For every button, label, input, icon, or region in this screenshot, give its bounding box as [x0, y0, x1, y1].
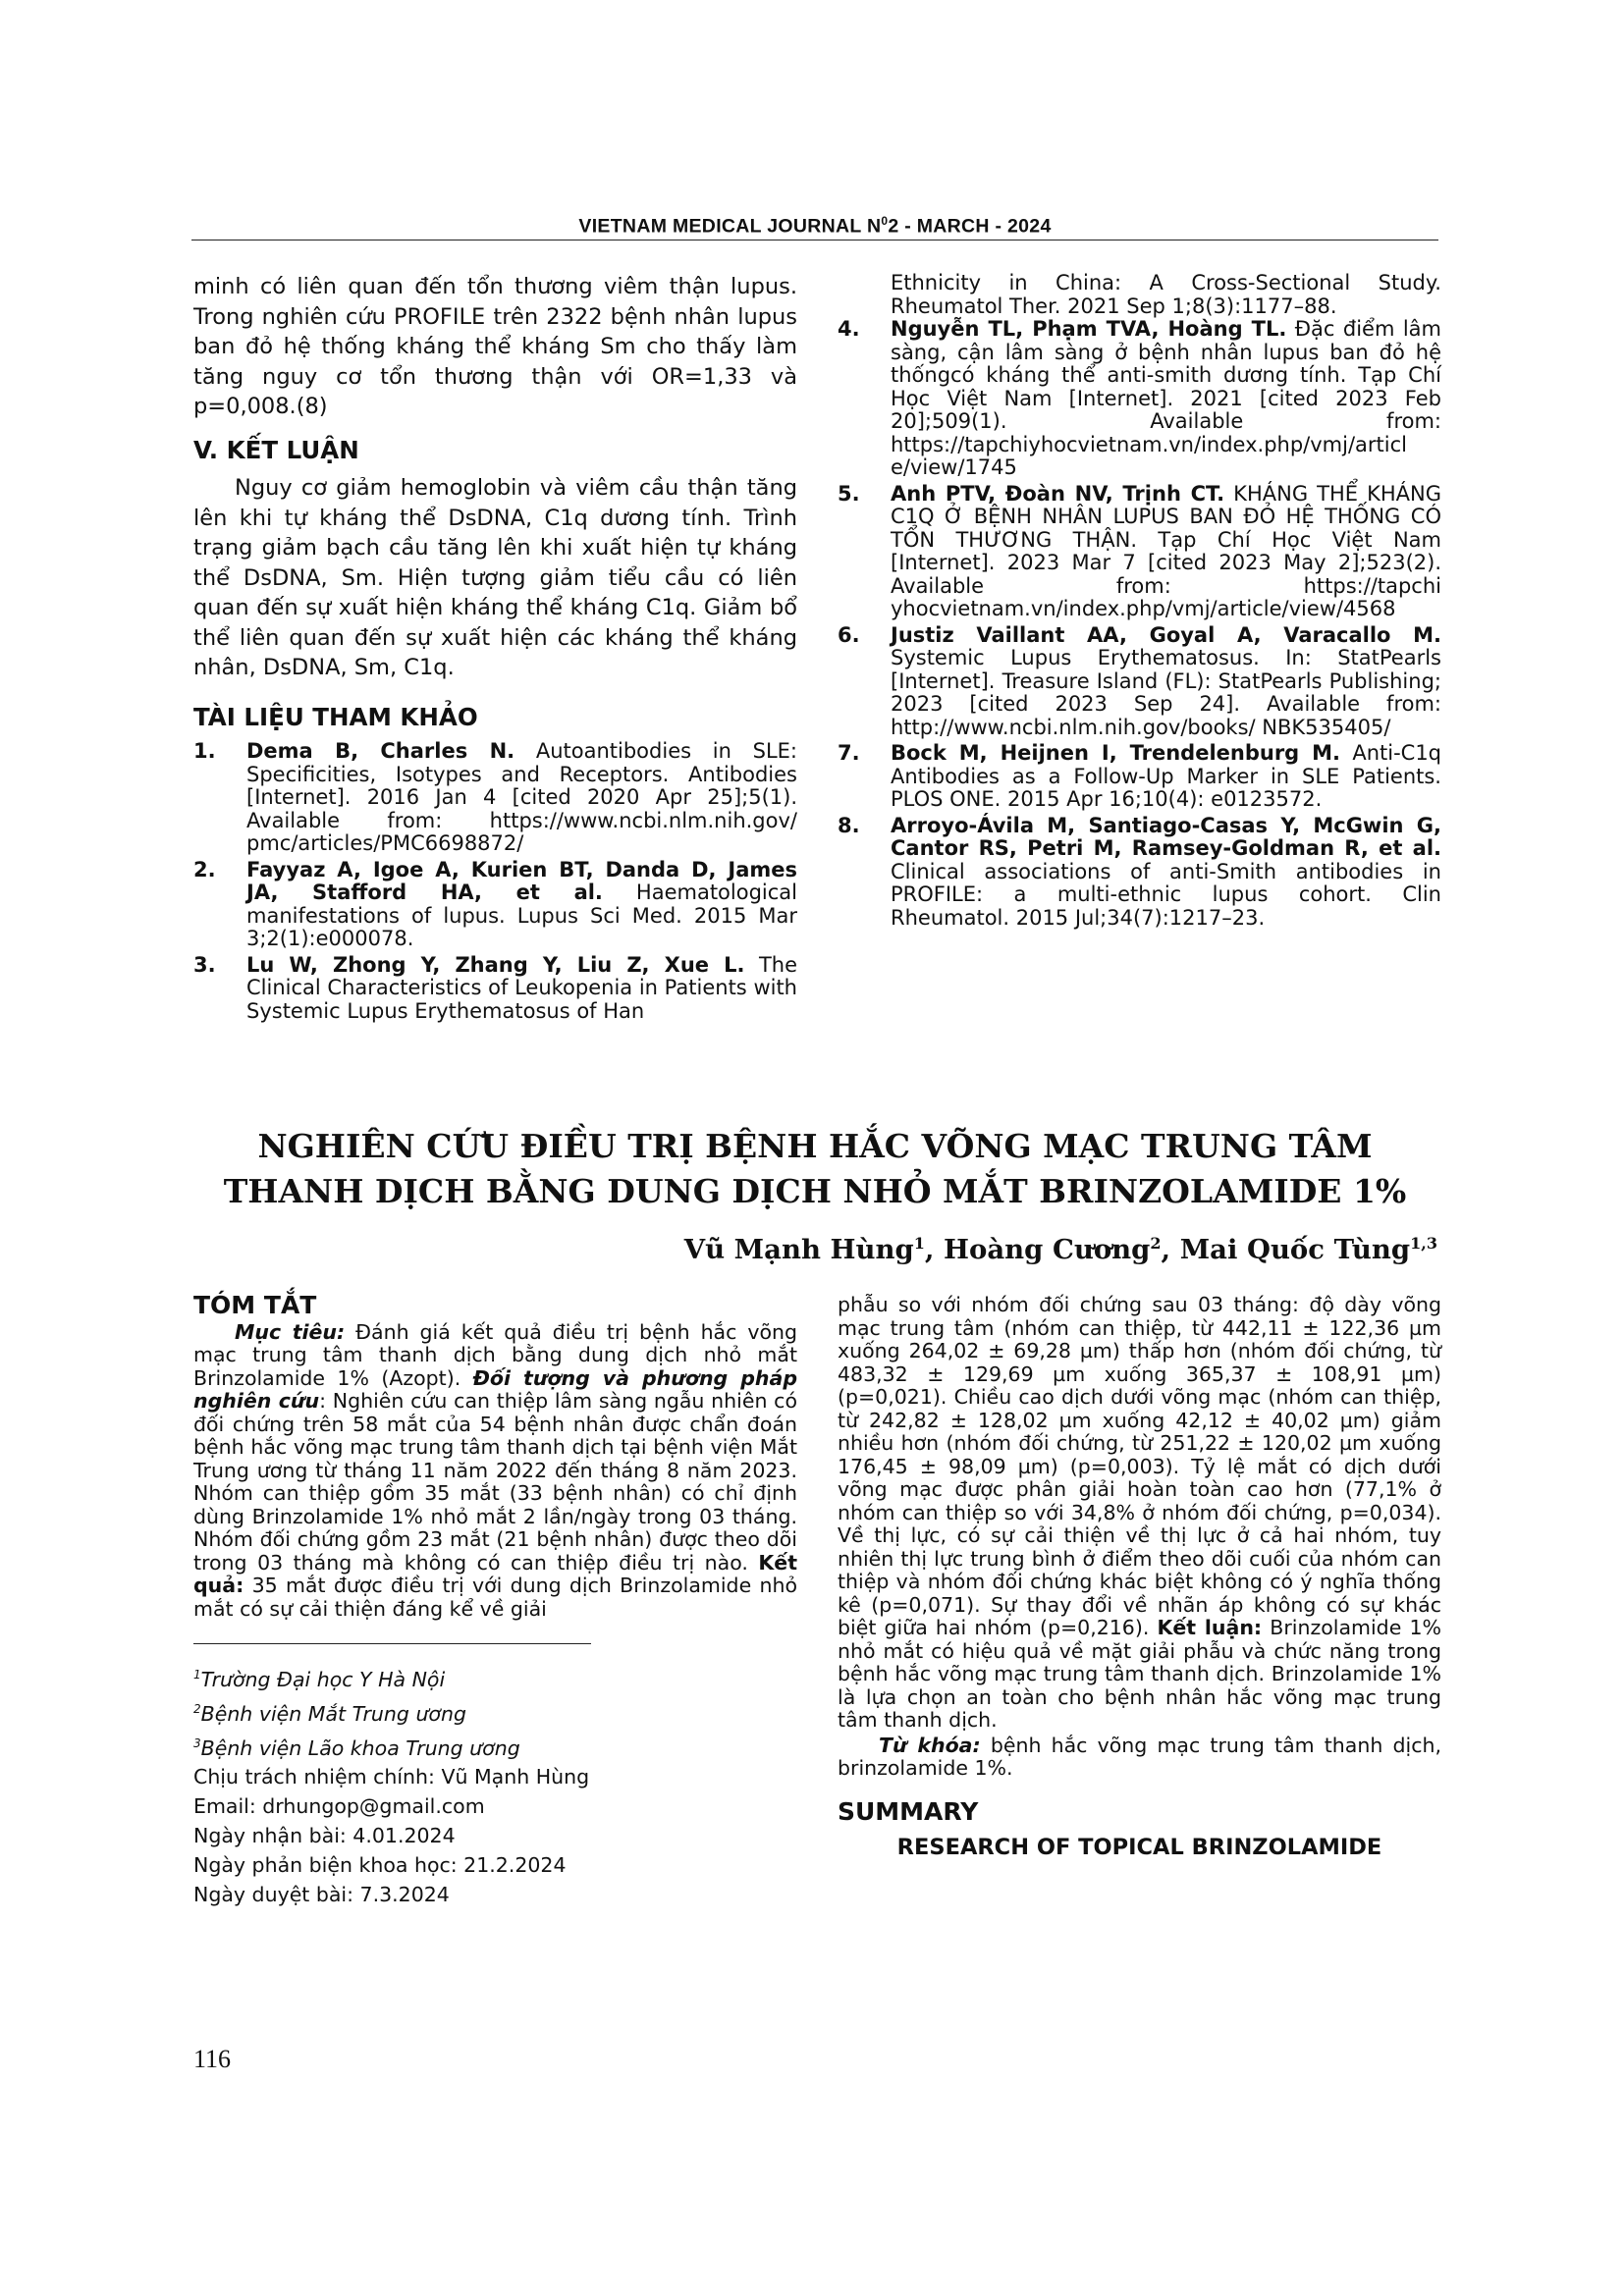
prev-article-left-column [193, 272, 797, 1026]
reference-list-right [838, 318, 1441, 930]
affiliation-2 [193, 1694, 797, 1729]
reference-text: Đặc điểm lâm sàng, cận lâm sàng ở bệnh nhân lupus ban đỏ hệ thốngcó kháng thể anti-smith dương tính. Tạp Chí Học Việt Nam [Internet]. 2021 [cited 2023 Feb 20];509(1). Available from: https://tapchiyhocvietnam.vn/index.php/vmj/articl e/view/1745 [891, 317, 1441, 479]
reference-number: 8. [838, 813, 860, 837]
references-heading: TÀI LIỆU THAM KHẢO [193, 702, 478, 731]
results-text: 35 mắt được điều trị với dung dịch Brinzolamide nhỏ mắt có sự cải thiện đáng kể về giải [193, 1574, 797, 1621]
keywords [838, 1735, 1441, 1781]
reference-text: Anti-C1q Antibodies as a Follow-Up Marker in SLE Patients. PLOS ONE. 2015 Apr 16;10(4): e0123572. [891, 741, 1442, 811]
footnotes [193, 1660, 797, 1909]
reference-authors: Nguyễn TL, Phạm TVA, Hoàng TL. [891, 317, 1287, 341]
reference-number: 4. [838, 317, 860, 341]
prev-article-right-column [838, 272, 1441, 933]
date-received: Ngày nhận bài: 4.01.2024 [193, 1824, 456, 1848]
journal-issue-date: 2 - MARCH - 2024 [888, 215, 1052, 238]
author-name: Hoàng Cương [944, 1234, 1151, 1266]
reference-text: The Clinical Characteristics of Leukopenia in Patients with Systemic Lupus Erythematosus of Han [246, 952, 798, 1023]
methods-label: Đối tượng và phương pháp nghiên cứu [193, 1365, 798, 1413]
reference-authors: Arroyo-Ávila M, Santiago-Casas Y, McGwin G, Cantor RS, Petri M, Ramsey-Goldman R, et al. [891, 813, 1441, 860]
affiliation-number: 3 [193, 1735, 201, 1750]
results-label: Kết quả: [193, 1550, 797, 1597]
reference-item [193, 740, 797, 856]
affiliation-3 [193, 1729, 797, 1763]
affiliation-text: Trường Đại học Y Hà Nội [200, 1667, 446, 1691]
keywords-label: Từ khóa: [879, 1733, 981, 1757]
abstract-right-column [838, 1294, 1441, 1860]
running-header [191, 214, 1438, 239]
abstract-continuation [838, 1294, 1441, 1733]
reference-list-left [193, 740, 797, 1023]
author-name: Mai Quốc Tùng [1179, 1234, 1411, 1266]
conclusion-text: Brinzolamide 1% nhỏ mắt có hiệu quả về mặt giải phẫu và chức năng trong bệnh hắc võng mạc trung tâm thanh dịch. Brinzolamide 1% là lựa chọn an toàn cho bệnh nhân hắc võng mạc trung tâm thanh dịch. [838, 1616, 1441, 1732]
reference-number: 1. [193, 739, 216, 763]
reference-authors: Justiz Vaillant AA, Goyal A, Varacallo M. [891, 622, 1441, 647]
reference-item [838, 815, 1441, 931]
affiliation-1 [193, 1660, 797, 1694]
page-number: 116 [193, 2045, 232, 2073]
affiliation-text: Bệnh viện Mắt Trung ương [200, 1701, 466, 1726]
article-title-line-1: NGHIÊN CỨU ĐIỀU TRỊ BỆNH HẮC VÕNG MẠC TRUNG TÂM [257, 1127, 1373, 1165]
corresponding-author: Chịu trách nhiệm chính: Vũ Mạnh Hùng [193, 1765, 590, 1789]
reference-number: 7. [838, 741, 860, 765]
article-title [191, 1124, 1438, 1214]
summary-heading: SUMMARY [838, 1796, 979, 1826]
reference-authors: Anh PTV, Đoàn NV, Trịnh CT. [891, 481, 1225, 506]
affiliation-text: Bệnh viện Lão khoa Trung ương [200, 1735, 520, 1760]
abstract-left-column [193, 1291, 798, 1909]
abstract-paragraph [193, 1321, 797, 1622]
conclusion-heading: V. KẾT LUẬN [193, 435, 359, 464]
author-separator: , [1161, 1234, 1180, 1266]
reference-text: Systemic Lupus Erythematosus. In: StatPearls [Internet]. Treasure Island (FL): StatPearls Publishing; 2023 [cited 2023 Sep 24]. Available from: http://www.ncbi.nlm.nih.gov/books/ NBK535405/ [891, 646, 1441, 739]
objective-text: Đánh giá kết quả điều trị bệnh hắc võng mạc trung tâm thanh dịch bằng dung dịch nhỏ mắt Brinzolamide 1% (Azopt). [193, 1319, 798, 1390]
author-affiliation: 1 [913, 1234, 925, 1253]
affiliation-number: 2 [193, 1701, 201, 1716]
reference-item [193, 954, 797, 1024]
reference-authors: Fayyaz A, Igoe A, Kurien BT, Danda D, James JA, Stafford HA, et al. [246, 857, 797, 904]
corresponding-email: Email: drhungop@gmail.com [193, 1794, 485, 1819]
author-name: Vũ Mạnh Hùng [683, 1234, 914, 1266]
objective-label: Mục tiêu: [235, 1319, 346, 1344]
author-affiliation: 2 [1150, 1234, 1162, 1253]
affiliation-number: 1 [193, 1668, 201, 1682]
reference-authors: Dema B, Charles N. [246, 739, 515, 763]
conclusion-label: Kết luận: [1157, 1616, 1263, 1639]
keywords-text: bệnh hắc võng mạc trung tâm thanh dịch, brinzolamide 1%. [838, 1733, 1441, 1780]
conclusion-text: Nguy cơ giảm hemoglobin và viêm cầu thận tăng lên khi tự kháng thể DsDNA, C1q dương tính. Trình trạng giảm bạch cầu tăng lên khi xuất hiện tự kháng thể DsDNA, Sm. Hiện tượng giảm tiểu cầu có liên quan đến sự xuất hiện kháng thể kháng C1q. Giảm bổ thể liên quan đến sự xuất hiện các kháng thể kháng nhân, DsDNA, Sm, C1q. [193, 475, 797, 680]
article-authors [684, 1234, 1437, 1265]
reference-text: Haematological manifestations of lupus. Lupus Sci Med. 2015 Mar 3;2(1):e000078. [246, 881, 797, 950]
author-affiliation: 1,3 [1410, 1234, 1437, 1253]
issue-superscript: 0 [881, 214, 889, 228]
reference-number: 5. [838, 481, 860, 506]
reference-item [838, 483, 1441, 621]
reference-item [838, 318, 1441, 480]
reference-number: 3. [193, 952, 216, 977]
summary-title: RESEARCH OF TOPICAL BRINZOLAMIDE [896, 1835, 1382, 1860]
reference-item [193, 859, 797, 951]
footnote-rule [193, 1643, 591, 1644]
reference-text: Autoantibodies in SLE: Specificities, Isotypes and Receptors. Antibodies [Internet]. 2016 Jan 4 [cited 2020 Apr 25];5(1). Available from: https://www.ncbi.nlm.nih.gov/ pmc/articles/PMC6698872/ [246, 739, 797, 855]
reference-number: 6. [838, 622, 860, 647]
reference-text: KHÁNG THỂ KHÁNG C1Q Ở BỆNH NHÂN LUPUS BAN ĐỎ HỆ THỐNG CÓ TỔN THƯƠNG THẬN. Tạp Chí Học Việt Nam [Internet]. 2023 Mar 7 [cited 2023 May 2];523(2). Available from: https://tapchi yhocvietnam.vn/index.php/vmj/article/view/4568 [891, 481, 1442, 620]
reference-item [838, 742, 1441, 812]
reference-authors: Bock M, Heijnen I, Trendelenburg M. [891, 741, 1341, 765]
reference-item [838, 624, 1441, 740]
article-title-line-2: THANH DỊCH BẰNG DUNG DỊCH NHỎ MẮT BRINZOLAMIDE 1% [223, 1172, 1407, 1210]
reference-number: 2. [193, 857, 216, 881]
date-reviewed: Ngày phản biện khoa học: 21.2.2024 [193, 1853, 567, 1878]
journal-name: VIETNAM MEDICAL JOURNAL N [578, 215, 882, 238]
reference-text: Clinical associations of anti-Smith antibodies in PROFILE: a multi-ethnic lupus cohort. Clin Rheumatol. 2015 Jul;34(7):1217–23. [891, 859, 1441, 930]
discussion-tail: minh có liên quan đến tổn thương viêm thận lupus. Trong nghiên cứu PROFILE trên 2322 bệnh nhân lupus ban đỏ hệ thống kháng thể kháng Sm cho thấy làm tăng nguy cơ tổn thương thận với OR=1,33 và p=0,008.(8) [193, 274, 797, 419]
date-accepted: Ngày duyệt bài: 7.3.2024 [193, 1883, 450, 1907]
methods-text: : Nghiên cứu can thiệp lâm sàng ngẫu nhiên có đối chứng trên 58 mắt của 54 bệnh nhân được chẩn đoán bệnh hắc võng mạc trung tâm thanh dịch tại bệnh viện Mắt Trung ương từ tháng 11 năm 2022 đến tháng 8 năm 2023. Nhóm can thiệp gồm 35 mắt (33 bệnh nhân) có chỉ định dùng Brinzolamide 1% nhỏ mắt 2 lần/ngày trong 03 tháng. Nhóm đối chứng gồm 23 mắt (21 bệnh nhân) được theo dõi trong 03 tháng mà không có can thiệp điều trị nào. [193, 1389, 797, 1575]
author-separator: , [924, 1234, 945, 1266]
abstract-heading: TÓM TẮT [193, 1291, 317, 1319]
results-continuation: phẫu so với nhóm đối chứng sau 03 tháng: độ dày võng mạc trung tâm (nhóm can thiệp, từ 442,11 ± 122,36 µm xuống 264,02 ± 69,28 µm) thấp hơn (nhóm đối chứng, từ 483,32 ± 129,69 µm xuống 365,37 ± 108,91 µm) (p=0,021). Chiều cao dịch dưới võng mạc (nhóm can thiệp, từ 242,82 ± 128,02 µm xuống 42,12 ± 40,02 µm) giảm nhiều hơn (nhóm đối chứng, từ 251,22 ± 120,02 µm xuống 176,45 ± 98,09 µm) (p=0,003). Tỷ lệ mắt có dịch dưới võng mạc được phân giải hoàn toàn cao hơn (77,1% ở nhóm can thiệp so với 34,8% ở nhóm đối chứng, p=0,034). Về thị lực, có sự cải thiện về thị lực ở cả hai nhóm, tuy nhiên thị lực trung bình ở điểm theo dõi cuối của nhóm can thiệp và nhóm đối chứng khác biệt không có ý nghĩa thống kê (p=0,071). Sự thay đổi về nhãn áp không có sự khác biệt giữa hai nhóm (p=0,216). [838, 1293, 1441, 1639]
reference-continuation: Ethnicity in China: A Cross-Sectional Study. Rheumatol Ther. 2021 Sep 1;8(3):1177–88. [891, 271, 1441, 318]
reference-authors: Lu W, Zhong Y, Zhang Y, Liu Z, Xue L. [246, 952, 745, 977]
